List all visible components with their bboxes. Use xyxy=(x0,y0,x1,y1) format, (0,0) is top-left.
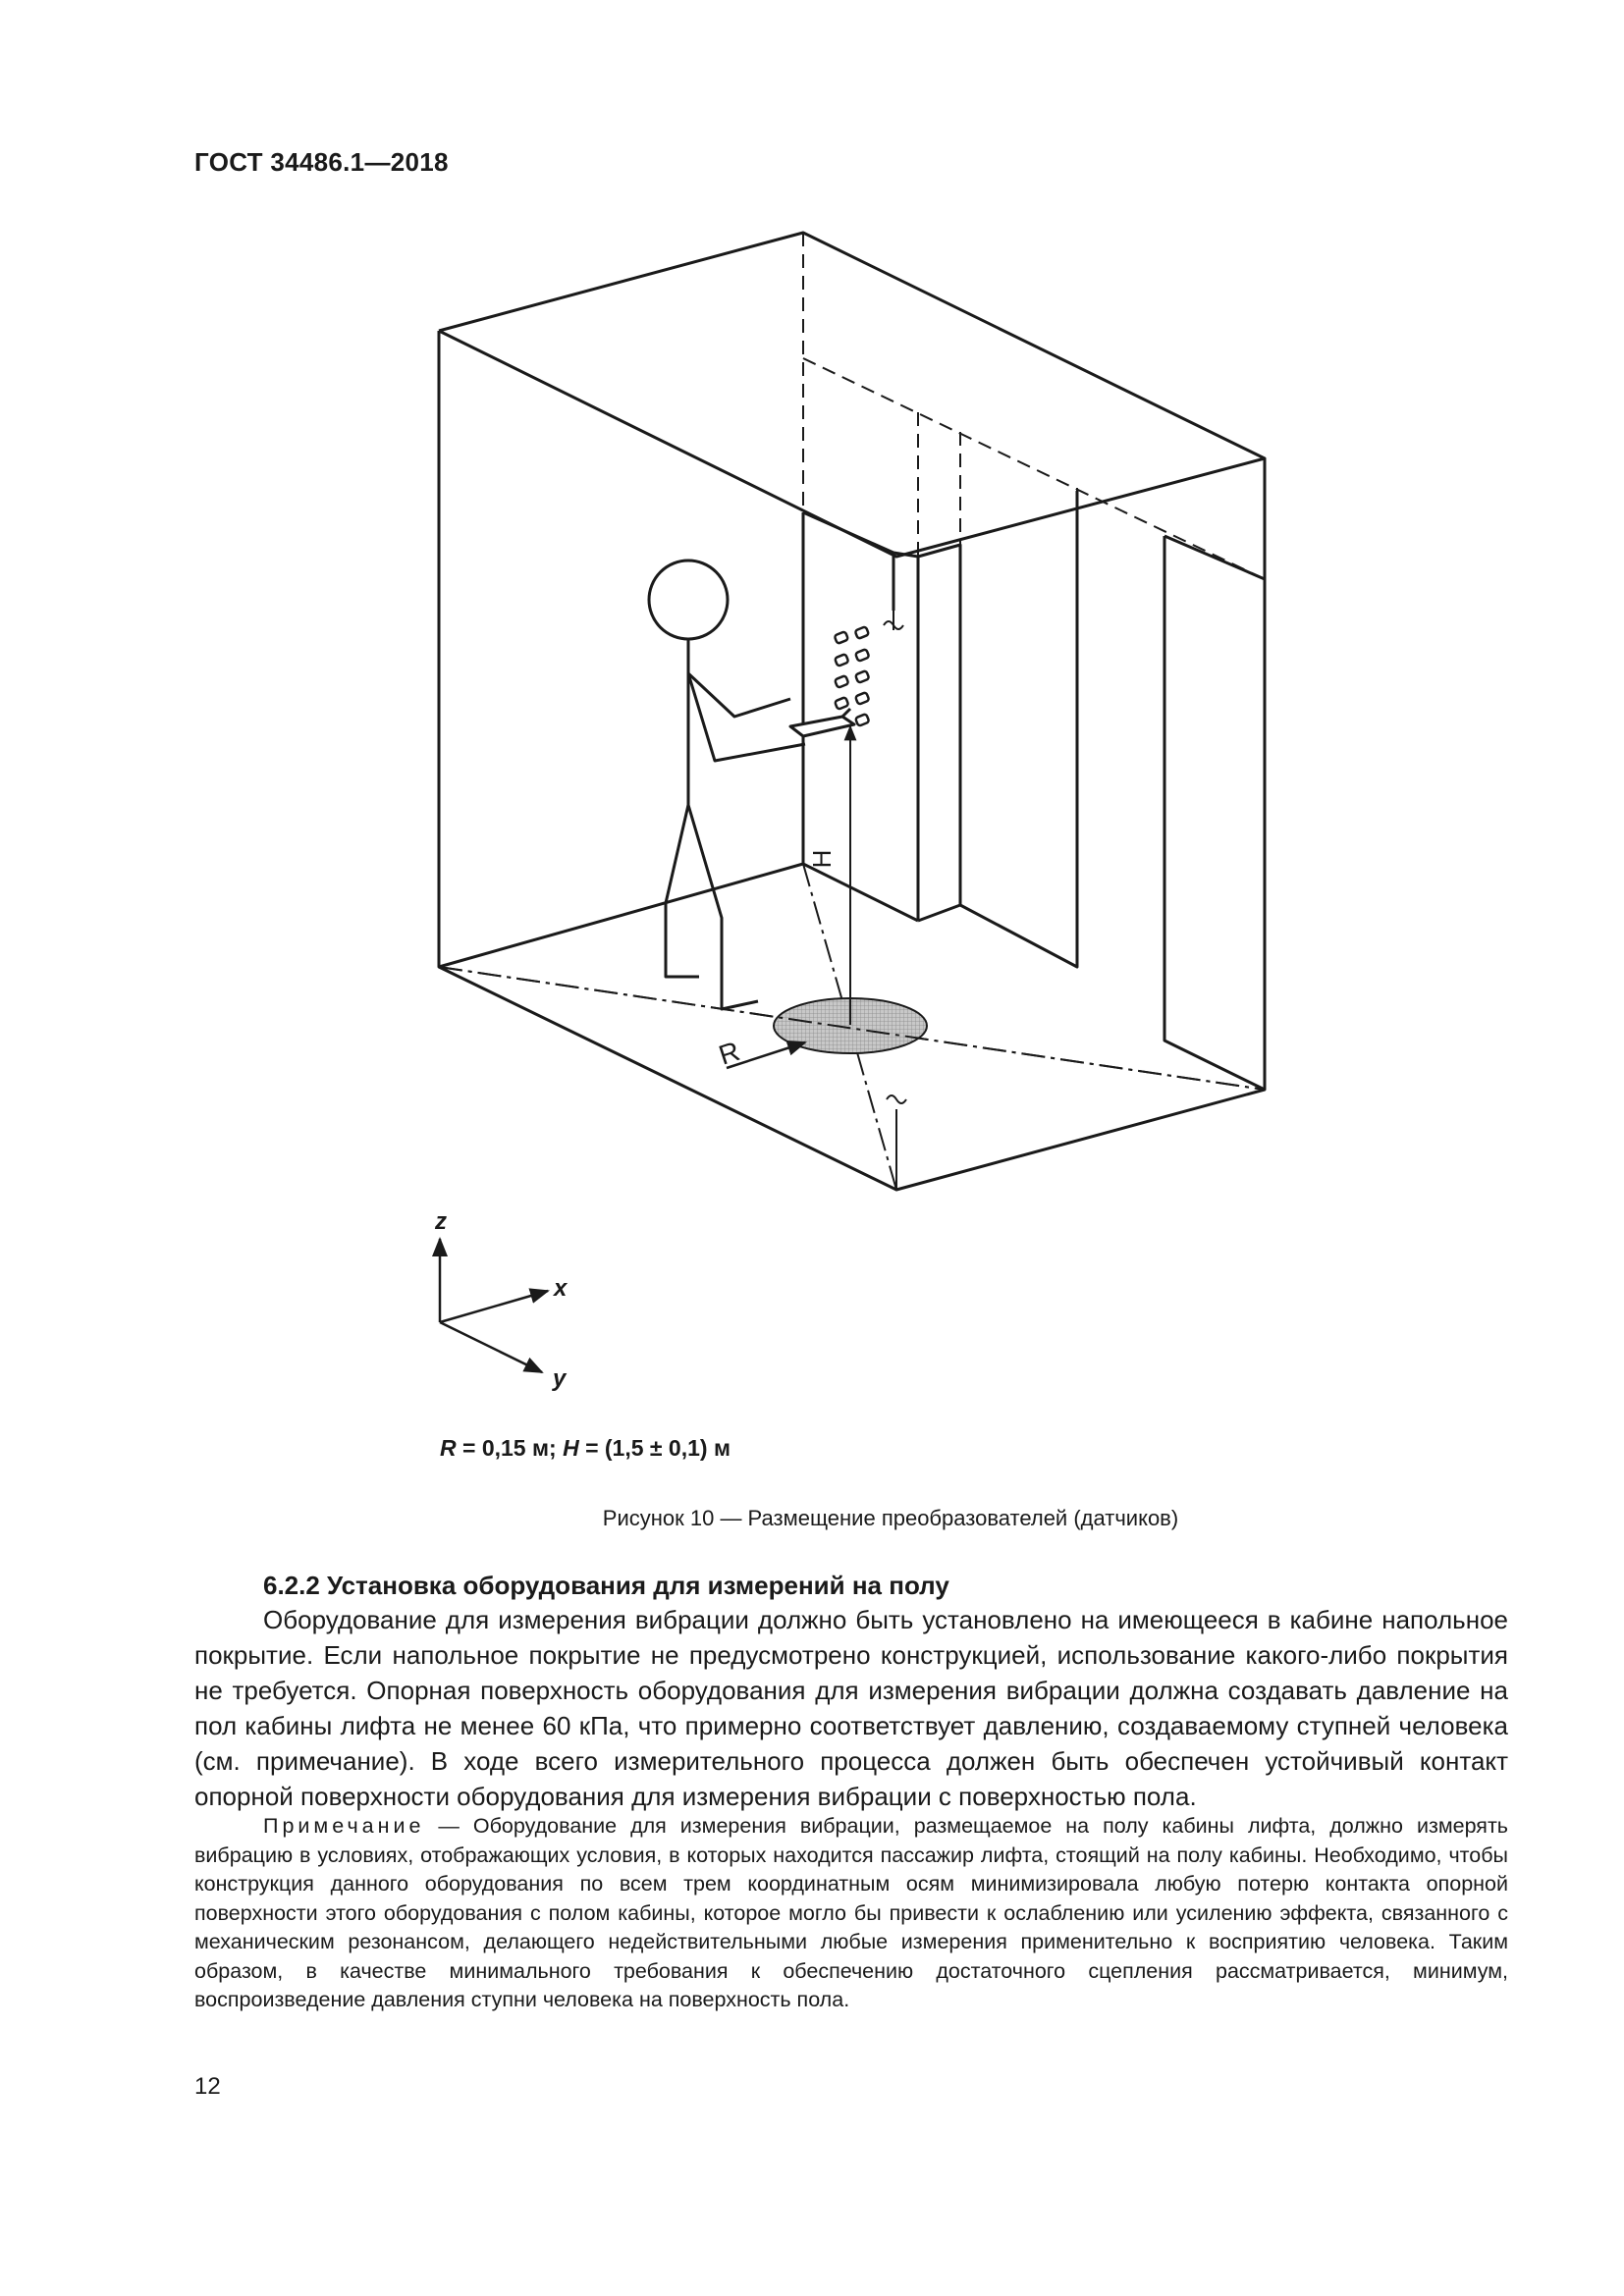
note xyxy=(194,1812,1508,2015)
passenger-figure xyxy=(649,561,854,1009)
section-paragraph: Оборудование для измерения вибрации должно быть установлено на имеющееся в кабине напольное покрытие. Если напольное покрытие не предусмотрено конструкцией, использование какого-либо покрытия не требуется. Опорная поверхность оборудования для измерения вибрации должна создавать давление на пол кабины лифта не менее 60 кПа, что примерно соответствует давлению, создаваемому ступней человека (см. примечание). В ходе всего измерительного процесса должен быть обеспечен устойчивый контакт опорной поверхности оборудования для измерения вибрации с поверхностью пола. xyxy=(194,1605,1508,1811)
formula-h-value: = (1,5 ± 0,1) м xyxy=(578,1435,731,1461)
label-r: R xyxy=(715,1035,744,1071)
axis-label-x: x xyxy=(554,1275,568,1302)
figure-formula xyxy=(440,1435,731,1462)
door-frame-right xyxy=(1164,536,1265,1090)
hidden-edges xyxy=(803,233,1265,579)
control-panel-buttons xyxy=(835,626,870,726)
label-h: H xyxy=(807,849,837,869)
coordinate-axes xyxy=(440,1239,548,1372)
formula-r-value: = 0,15 м; xyxy=(456,1435,564,1461)
floor-sensor-marker xyxy=(887,1095,906,1190)
document-header: ГОСТ 34486.1—2018 xyxy=(194,147,449,177)
door-panel-right xyxy=(960,491,1077,967)
wall-sensor-marker xyxy=(884,599,903,630)
figure-caption: Рисунок 10 — Размещение преобразователей (датчиков) xyxy=(602,1506,1179,1530)
section-heading: 6.2.2 Установка оборудования для измерений на полу xyxy=(263,1571,949,1600)
passenger-head xyxy=(649,561,728,639)
formula-r-symbol: R xyxy=(440,1435,457,1461)
axis-label-z: z xyxy=(435,1208,447,1235)
cabin-back-floor-left xyxy=(439,864,803,967)
note-label: Примечание xyxy=(263,1814,425,1838)
cabin-top-face xyxy=(439,233,1265,557)
door-panel-left xyxy=(893,553,918,921)
formula-h-symbol: H xyxy=(563,1435,579,1461)
page-number: 12 xyxy=(194,2073,221,2100)
note-text: — Оборудование для измерения вибрации, размещаемое на полу кабины лифта, должно измерять вибрацию в условиях, отображающих условия, в которых находится пассажир лифта, стоящий на полу кабины. Необходимо, чтобы конструкция данного оборудования по всем трем координатным осям минимизировала любую потерю контакта опорной поверхности этого оборудования с полом кабины, которое могло бы привести к ослаблению или усилению эффекта, связанного с механическим резонансом, делающего недействительными любые измерения применительно к восприятию человека. Таким образом, в качестве минимального требования к обеспечению достаточного сцепления рассматривается, минимум, воспроизведение давления ступни человека на поверхность пола. xyxy=(194,1814,1508,2011)
section-6-2-2 xyxy=(194,1569,1508,1814)
cabin-back-top-edge xyxy=(803,512,893,553)
axis-label-y: y xyxy=(553,1365,567,1392)
door-frame-top xyxy=(1164,536,1265,579)
cabin-back-floor-right xyxy=(803,864,918,921)
door-panel-middle xyxy=(918,545,960,921)
cabin-front-face xyxy=(439,331,1265,1190)
